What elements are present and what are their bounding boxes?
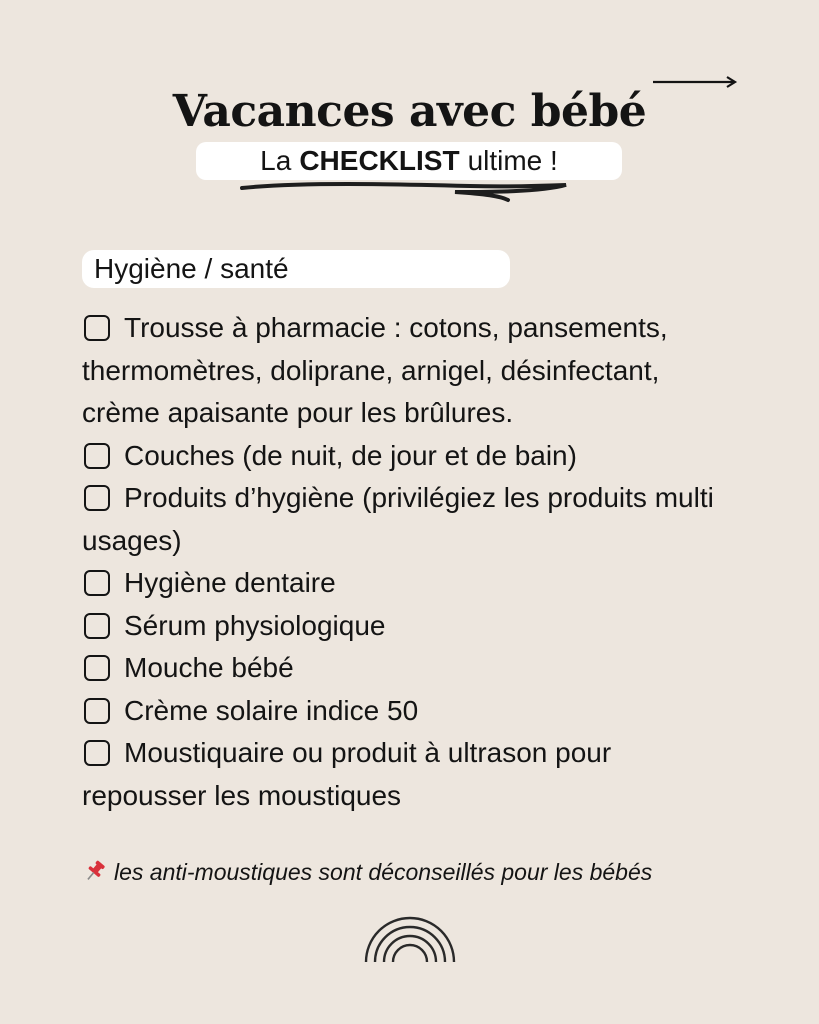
checkbox[interactable] bbox=[84, 740, 110, 766]
checkbox[interactable] bbox=[84, 485, 110, 511]
subtitle-suffix: ultime ! bbox=[467, 145, 558, 176]
squiggle-underline bbox=[240, 180, 570, 204]
checklist-item-label: Hygiène dentaire bbox=[124, 567, 336, 598]
page-title: Vacances avec bébé bbox=[172, 86, 647, 137]
section-heading bbox=[82, 250, 510, 288]
checklist bbox=[82, 307, 722, 817]
checklist-item-label: Crème solaire indice 50 bbox=[124, 694, 419, 726]
checkbox[interactable] bbox=[84, 443, 110, 469]
checkbox[interactable] bbox=[84, 570, 110, 596]
checklist-item-label: Produits d’hygiène (privilégiez les produits multi usages) bbox=[82, 482, 714, 556]
checklist-item-label: Sérum physiologique bbox=[124, 609, 386, 641]
checklist-item bbox=[82, 690, 722, 733]
checklist-item bbox=[82, 435, 722, 478]
checkbox[interactable] bbox=[84, 315, 110, 341]
checklist-item bbox=[82, 605, 722, 648]
checkbox[interactable] bbox=[84, 698, 110, 724]
checkbox[interactable] bbox=[84, 655, 110, 681]
checklist-item bbox=[82, 562, 722, 605]
checklist-item-label: Mouche bébé bbox=[124, 652, 294, 683]
checklist-item bbox=[82, 647, 722, 690]
checkbox[interactable] bbox=[84, 613, 110, 639]
checklist-item-label: Trousse à pharmacie : cotons, pansements, thermomètres, doliprane, arnigel, désinfectant, crème apaisante pour les brûlures. bbox=[82, 312, 668, 428]
checklist-item bbox=[82, 732, 722, 817]
checklist-item-label: Moustiquaire ou produit à ultrason pour repousser les moustiques bbox=[82, 737, 612, 811]
section-title: Hygiène / santé bbox=[94, 253, 289, 284]
note bbox=[82, 856, 722, 888]
pushpin-icon bbox=[82, 859, 108, 883]
subtitle-prefix: La bbox=[260, 145, 292, 176]
subtitle-emphasis: CHECKLIST bbox=[299, 145, 460, 176]
checklist-item bbox=[82, 477, 722, 562]
checklist-item-label: Couches (de nuit, de jour et de bain) bbox=[124, 439, 577, 471]
note-text: les anti-moustiques sont déconseillés pour les bébés bbox=[114, 859, 653, 885]
checklist-item bbox=[82, 307, 722, 435]
rainbow-icon bbox=[362, 912, 458, 964]
subtitle bbox=[196, 142, 622, 180]
